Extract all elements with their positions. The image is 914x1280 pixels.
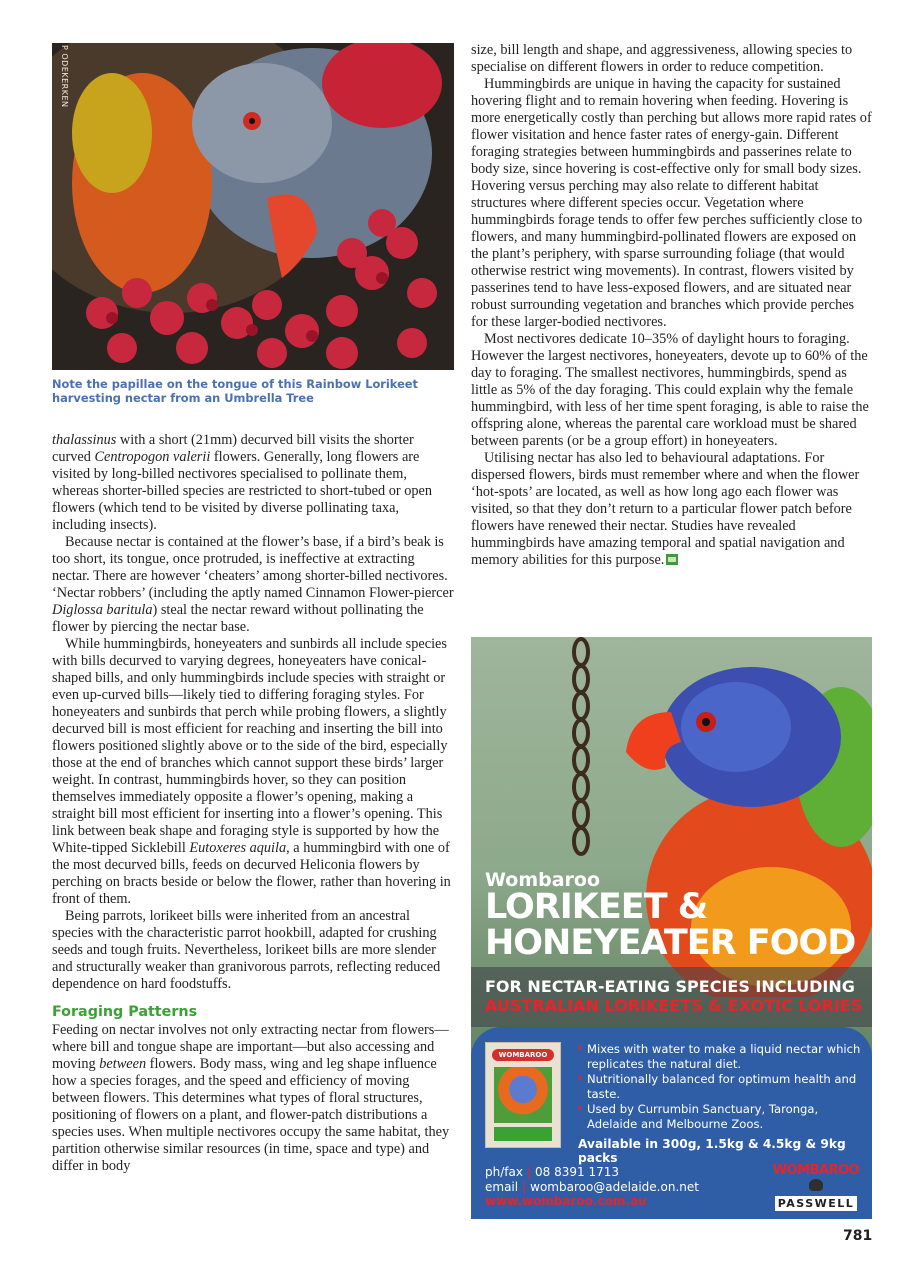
separator: |	[526, 1165, 531, 1179]
paragraph-text: Because nectar is contained at the flower’s base, if a bird’s beak is too short, its tongue, once protruded, is ineffective at extracting nectar. There are however ‘cheaters’ among shorter-billed nectivores. ‘Nectar robbers’ (including the aptly named Cinnamon Flower-piercer	[52, 534, 454, 601]
paragraph-text: flowers. Body mass, wing and leg shape influence how a species forages, and the speed and efficiency of moving between flowers. This determines what types of floral structures, positioning of flowers on a plant, and flower-patch distributions a species uses. When multiple nectivores occupy the same habitat, they partition otherwise similar resources (in time, space and type) and differ in body	[52, 1056, 450, 1174]
ad-bullet: › Mixes with water to make a liquid nectar which replicates the natural diet.	[575, 1042, 865, 1072]
logo-wordmark: WOMBAROO	[772, 1163, 860, 1178]
ad-contact-info	[485, 1165, 699, 1209]
wombaroo-passwell-logo	[771, 1163, 861, 1211]
species-name: Eutoxeres aquila	[189, 840, 287, 856]
ad-chain-illustration	[561, 637, 601, 867]
ad-bullet: › Nutritionally balanced for optimum health and taste.	[575, 1072, 865, 1102]
emphasis-text: between	[99, 1056, 147, 1072]
ad-availability: Available in 300g, 1.5kg & 4.5kg & 9kg packs	[578, 1137, 846, 1165]
page-number: 781	[843, 1228, 873, 1244]
lorikeet-photo	[52, 43, 454, 370]
paragraph	[52, 1022, 454, 1175]
species-name: Centropogon valerii	[94, 449, 211, 465]
photo-credit: P ODEKERKEN	[60, 45, 69, 108]
paragraph: size, bill length and shape, and aggressiveness, allowing species to specialise on different flowers in order to reduce competition.	[471, 42, 853, 75]
email-label: email	[485, 1179, 519, 1194]
logo-bird-icon	[809, 1179, 823, 1191]
pack-footer	[494, 1127, 552, 1141]
lorikeet-illustration	[52, 43, 454, 370]
paragraph	[471, 450, 873, 569]
paragraph	[52, 636, 454, 908]
website-link[interactable]: www.wombaroo.com.au	[485, 1194, 647, 1208]
wombaroo-advertisement	[471, 637, 872, 1219]
ad-brand: Wombaroo	[485, 869, 601, 891]
section-heading: Foraging Patterns	[52, 1004, 198, 1020]
product-pack-image	[485, 1042, 561, 1148]
paragraph-text: Feeding on nectar involves not only extracting nectar from flowers—where bill and tongue shape are important—but also accessing and moving	[52, 1022, 449, 1072]
end-mark-icon	[666, 554, 678, 565]
ad-title-line: LORIKEET &	[485, 887, 708, 927]
paragraph-text: , a hummingbird with one of the most decurved bills, feeds on decurved Heliconia flowers by perching on bracts beside or below the flower, rather than hovering in front of them.	[52, 840, 451, 907]
ad-title	[485, 889, 855, 961]
email-address[interactable]: wombaroo@adelaide.on.net	[530, 1179, 699, 1194]
pack-brand: WOMBAROO	[492, 1049, 554, 1061]
species-name: Diglossa baritula	[52, 602, 153, 618]
left-text-column	[52, 432, 454, 1175]
species-name: thalassinus	[52, 432, 117, 448]
paragraph-text: with a short (21mm) decurved bill visits the shorter curved	[52, 432, 414, 465]
paragraph: Being parrots, lorikeet bills were inherited from an ancestral species with the characteristic parrot hookbill, adapted for crushing seeds and tough fruits. Nevertheless, lorikeet bills are more slender and structurally weaker than granivorous parrots, reflecting reduced dependence on hard foodstuffs.	[52, 908, 441, 992]
paragraph-text: While hummingbirds, honeyeaters and sunbirds all include species with bills decurved to varying degrees, honeyeaters have conical-shaped bills, and only hummingbirds include species with straight or even up-curved bills—likely tied to differing foraging styles. For honeyeaters and sunbirds that perch while probing flowers, a slightly decurved bill is most efficient for reaching and inserting the bill into flowers positioned slightly above or to the side of the bird, especially those at the end of branches which cannot support these birds’ larger weight. In contrast, hummingbirds hover, so they can position themselves immediately opposite a flower’s opening, making a straight bill most efficient for inserting into a flower’s opening. This link between beak shape and foraging style is supported by how the White-tipped Sicklebill	[52, 636, 448, 856]
paragraph-text: Utilising nectar has also led to behavioural adaptations. For dispersed flowers, birds must remember where and when the flower ‘hot-spots’ are located, as well as how long ago each flower was visited, so that they don’t return to a particular flower patch before flowers have renewed their nectar. Studies have revealed hummingbirds have amazing temporal and spatial navigation and memory abilities for this purpose.	[471, 450, 860, 568]
paragraph: Most nectivores dedicate 10–35% of daylight hours to foraging. However the largest nectivores, honeyeaters, devote up to 60% of the day to foraging. The smallest nectivores, hummingbirds, spend as little as 5% of the day foraging. This could explain why the female hummingbird, with less of her time spent foraging, is able to raise the offspring alone, whereas the parental care workload must be shared between parents (or be a group effort) in honeyeaters.	[471, 331, 869, 449]
paragraph	[52, 432, 454, 534]
photo-caption: Note the papillae on the tongue of this Rainbow Lorikeet harvesting nectar from an Umbrella Tree	[52, 377, 418, 405]
logo-subbrand: PASSWELL	[775, 1196, 858, 1211]
ad-subtitle: FOR NECTAR-EATING SPECIES INCLUDING	[485, 977, 855, 996]
ad-title-line: HONEYEATER FOOD	[485, 923, 856, 963]
pack-bird-image	[494, 1067, 552, 1123]
phone-number: 08 8391 1713	[535, 1165, 619, 1179]
ad-subtitle-highlight: AUSTRALIAN LORIKEETS & EXOTIC LORIES	[485, 996, 863, 1015]
separator: |	[522, 1179, 527, 1194]
right-text-column	[471, 42, 873, 569]
paragraph-text: flowers. Generally, long flowers are visited by long-billed nectivores specialised to pollinate them, whereas shorter-billed species are restricted to short-tubed or open flowers (which tend to be visited by diverse pollinating taxa, including insects).	[52, 449, 433, 533]
paragraph: Hummingbirds are unique in having the capacity for sustained hovering flight and to remain hovering when feeding. Hovering is more energetically costly than perching but allows more rapid rates of flower visitation and hence faster rates of energy-gain. Different foraging strategies between hummingbirds and passerines relate to body size, since hovering is cost-effective only for small body sizes. Hovering versus perching may also relate to different habitat structures where different species occur. Vegetation where hummingbirds forage tends to offer few perches sufficiently close to flowers, and many hummingbird-pollinated flowers are exposed on the plant’s periphery, with sparse surrounding foliage (that would otherwise restrict wing movements). In contrast, flowers visited by passerines tend to have less-exposed flowers, and are situated near robust surrounding vegetation and branches which provide perches for these larger-bodied nectivores.	[471, 76, 872, 330]
paragraph-text: ) steal the nectar reward without pollinating the flower by piercing the nectar base.	[52, 602, 424, 635]
paragraph	[52, 534, 454, 636]
phone-label: ph/fax	[485, 1165, 523, 1179]
ad-bullet: › Used by Currumbin Sanctuary, Taronga, Adelaide and Melbourne Zoos.	[575, 1102, 865, 1132]
ad-bullet-list	[575, 1042, 865, 1132]
